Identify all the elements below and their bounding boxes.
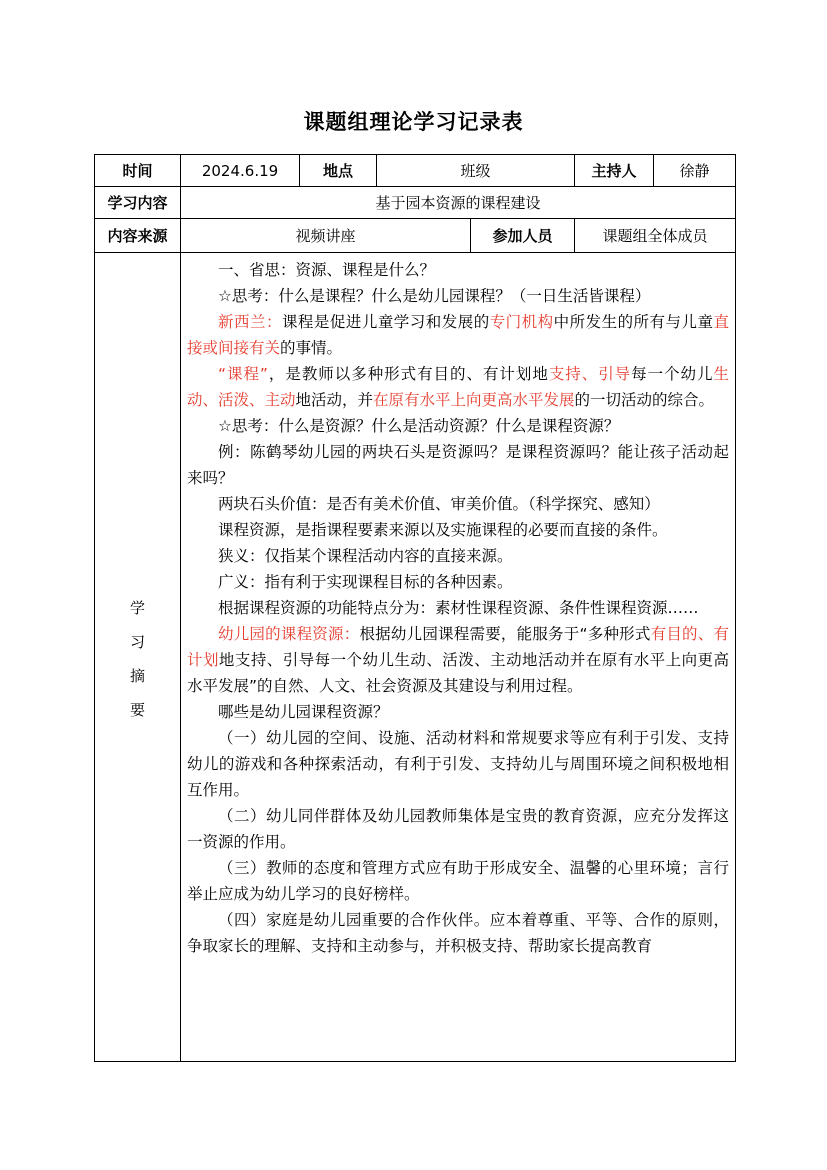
summary-content	[187, 256, 729, 1059]
highlight-text: 有目的、有计划	[187, 624, 729, 669]
highlight-text: “课程”	[218, 364, 268, 383]
time-label: 时间	[95, 155, 181, 187]
source-label: 内容来源	[95, 219, 181, 253]
summary-label	[95, 253, 181, 1062]
summary-label-char: 学	[129, 599, 145, 617]
source-value: 视频讲座	[181, 219, 471, 253]
paragraph-text: 根据幼儿园课程需要，能服务于“多种形式	[359, 624, 651, 643]
highlight-text: 在原有水平上向更高水平发展	[373, 390, 575, 409]
summary-label-char: 习	[129, 633, 145, 651]
participants-label: 参加人员	[471, 219, 575, 253]
paragraph-text: 的一切活动的综合。	[574, 390, 715, 409]
highlight-text: 新西兰：	[218, 312, 282, 331]
time-value: 2024.6.19	[181, 155, 300, 187]
content-label: 学习内容	[95, 187, 181, 219]
summary-paragraph: 哪些是幼儿园课程资源？	[218, 702, 389, 721]
summary-paragraph	[187, 361, 729, 413]
summary-paragraph: （三）教师的态度和管理方式应有助于形成安全、温馨的心里环境；言行举止应成为幼儿学习的良好榜样。	[187, 858, 730, 903]
summary-paragraph: ☆思考：什么是课程？什么是幼儿园课程？（一日生活皆课程）	[218, 286, 651, 305]
content-value: 基于园本资源的课程建设	[181, 187, 736, 219]
host-label: 主持人	[575, 155, 654, 187]
place-value: 班级	[377, 155, 575, 187]
paragraph-text: ，是教师以多种形式有目的、有计划地	[267, 364, 549, 383]
summary-paragraph	[187, 309, 729, 361]
summary-body	[181, 253, 736, 1062]
participants-value: 课题组全体成员	[575, 219, 736, 253]
paragraph-text: 中所发生的所有与儿童	[553, 312, 714, 331]
highlight-text: 专门机构	[489, 312, 554, 331]
highlight-text: 幼儿园的课程资源：	[218, 624, 360, 643]
row-summary	[95, 253, 736, 1062]
page-title: 课题组理论学习记录表	[303, 110, 524, 134]
summary-paragraph: 两块石头价值：是否有美术价值、审美价值。（科学探究、感知）	[218, 494, 660, 513]
paragraph-text: 每一个幼儿	[631, 364, 714, 383]
highlight-text: 生动、活泼、主动	[187, 364, 729, 409]
highlight-text: 支持、引导	[548, 364, 632, 383]
row-source	[95, 219, 736, 253]
summary-paragraph: 根据课程资源的功能特点分为：素材性课程资源、条件性课程资源……	[218, 598, 699, 617]
host-value: 徐静	[654, 155, 736, 187]
paragraph-text: 课程是促进儿童学习和发展的	[281, 312, 490, 331]
paragraph-text: 地支持、引导每一个幼儿生动、活泼、主动地活动并在原有水平上向更高水平发展”的自然、人文、社会资源及其建设与利用过程。	[187, 650, 730, 695]
paragraph-text: 地活动，并	[295, 390, 374, 409]
summary-paragraph: 广义：指有利于实现课程目标的各种因素。	[218, 572, 513, 591]
highlight-text: 直接或间接有关	[187, 312, 729, 357]
row-time	[95, 155, 736, 187]
record-table	[94, 154, 736, 1062]
summary-paragraph: 狭义：仅指某个课程活动内容的直接来源。	[218, 546, 513, 565]
summary-label-char: 要	[129, 701, 145, 719]
paragraph-text: 的事情。	[280, 338, 343, 357]
summary-paragraph: ☆思考：什么是资源？什么是活动资源？什么是课程资源？	[218, 416, 620, 435]
summary-paragraph: 例：陈鹤琴幼儿园的两块石头是资源吗？是课程资源吗？能让孩子活动起来吗？	[187, 442, 730, 487]
summary-paragraph: （一）幼儿园的空间、设施、活动材料和常规要求等应有利于引发、支持幼儿的游戏和各种探索活动，有利于引发、支持幼儿与周围环境之间积极地相互作用。	[187, 728, 730, 799]
row-content	[95, 187, 736, 219]
summary-paragraph: 课程资源，是指课程要素来源以及实施课程的必要而直接的条件。	[218, 520, 668, 539]
place-label: 地点	[300, 155, 377, 187]
summary-paragraph: （二）幼儿同伴群体及幼儿园教师集体是宝贵的教育资源，应充分发挥这一资源的作用。	[187, 806, 730, 851]
summary-paragraph	[187, 621, 729, 699]
summary-label-char: 摘	[129, 667, 145, 685]
summary-paragraph: 一、省思：资源、课程是什么？	[218, 260, 436, 279]
summary-paragraph: （四）家庭是幼儿园重要的合作伙伴。应本着尊重、平等、合作的原则，争取家长的理解、支持和主动参与，并积极支持、帮助家长提高教育	[187, 910, 730, 955]
